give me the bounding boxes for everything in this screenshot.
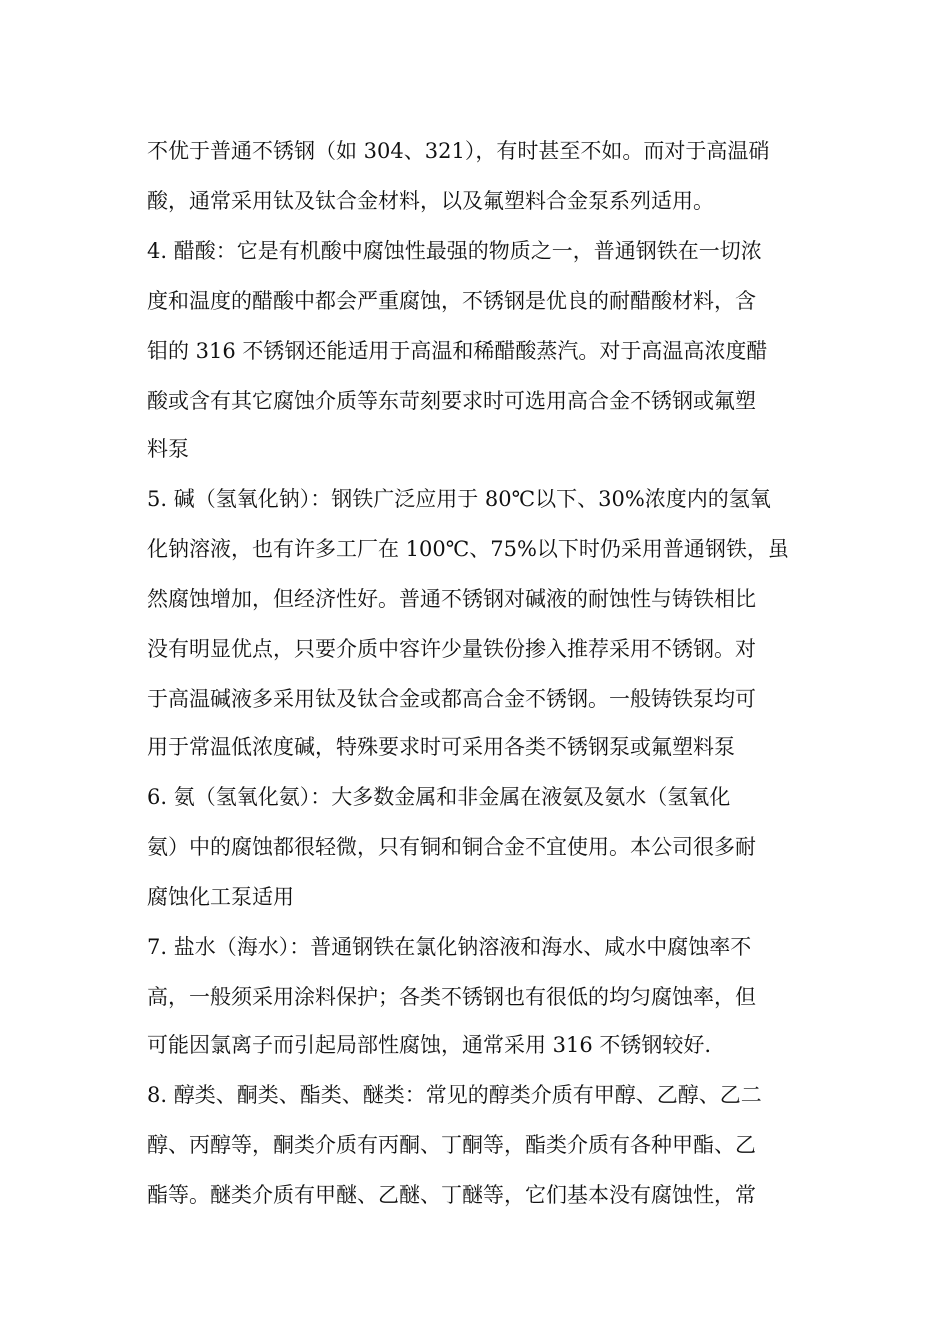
- text-line: 用于常温低浓度碱，特殊要求时可采用各类不锈钢泵或氟塑料泵: [147, 735, 735, 759]
- text-line: 腐蚀化工泵适用: [147, 885, 294, 909]
- text-line: 化钠溶液，也有许多工厂在 100℃、75%以下时仍采用普通钢铁，虽: [147, 537, 789, 561]
- text-line: 5. 碱（氢氧化钠）：钢铁广泛应用于 80℃以下、30%浓度内的氢氧: [147, 487, 771, 511]
- text-line: 酸，通常采用钛及钛合金材料，以及氟塑料合金泵系列适用。: [147, 189, 714, 213]
- text-line: 高，一般须采用涂料保护；各类不锈钢也有很低的均匀腐蚀率，但: [147, 985, 756, 1009]
- text-line: 不优于普通不锈钢（如 304、321），有时甚至不如。而对于高温硝: [147, 139, 770, 163]
- text-line: 4. 醋酸：它是有机酸中腐蚀性最强的物质之一，普通钢铁在一切浓: [147, 239, 762, 263]
- text-line: 钼的 316 不锈钢还能适用于高温和稀醋酸蒸汽。对于高温高浓度醋: [147, 339, 768, 363]
- text-line: 6. 氨（氢氧化氨）：大多数金属和非金属在液氨及氨水（氢氧化: [147, 785, 731, 809]
- text-line: 酯等。醚类介质有甲醚、乙醚、丁醚等，它们基本没有腐蚀性，常: [147, 1183, 756, 1207]
- text-line: 没有明显优点，只要介质中容许少量铁份掺入推荐采用不锈钢。对: [147, 637, 756, 661]
- text-line: 料泵: [147, 437, 189, 461]
- text-line: 酸或含有其它腐蚀介质等东苛刻要求时可选用高合金不锈钢或氟塑: [147, 389, 756, 413]
- text-line: 度和温度的醋酸中都会严重腐蚀，不锈钢是优良的耐醋酸材料，含: [147, 289, 756, 313]
- text-line: 然腐蚀增加，但经济性好。普通不锈钢对碱液的耐蚀性与铸铁相比: [147, 587, 756, 611]
- text-line: 于高温碱液多采用钛及钛合金或都高合金不锈钢。一般铸铁泵均可: [147, 687, 756, 711]
- text-line: 8. 醇类、酮类、酯类、醚类：常见的醇类介质有甲醇、乙醇、乙二: [147, 1083, 762, 1107]
- text-line: 氨）中的腐蚀都很轻微，只有铜和铜合金不宜使用。本公司很多耐: [147, 835, 756, 859]
- text-line: 可能因氯离子而引起局部性腐蚀，通常采用 316 不锈钢较好.: [147, 1033, 712, 1057]
- text-line: 醇、丙醇等，酮类介质有丙酮、丁酮等，酯类介质有各种甲酯、乙: [147, 1133, 756, 1157]
- text-line: 7. 盐水（海水）：普通钢铁在氯化钠溶液和海水、咸水中腐蚀率不: [147, 935, 752, 959]
